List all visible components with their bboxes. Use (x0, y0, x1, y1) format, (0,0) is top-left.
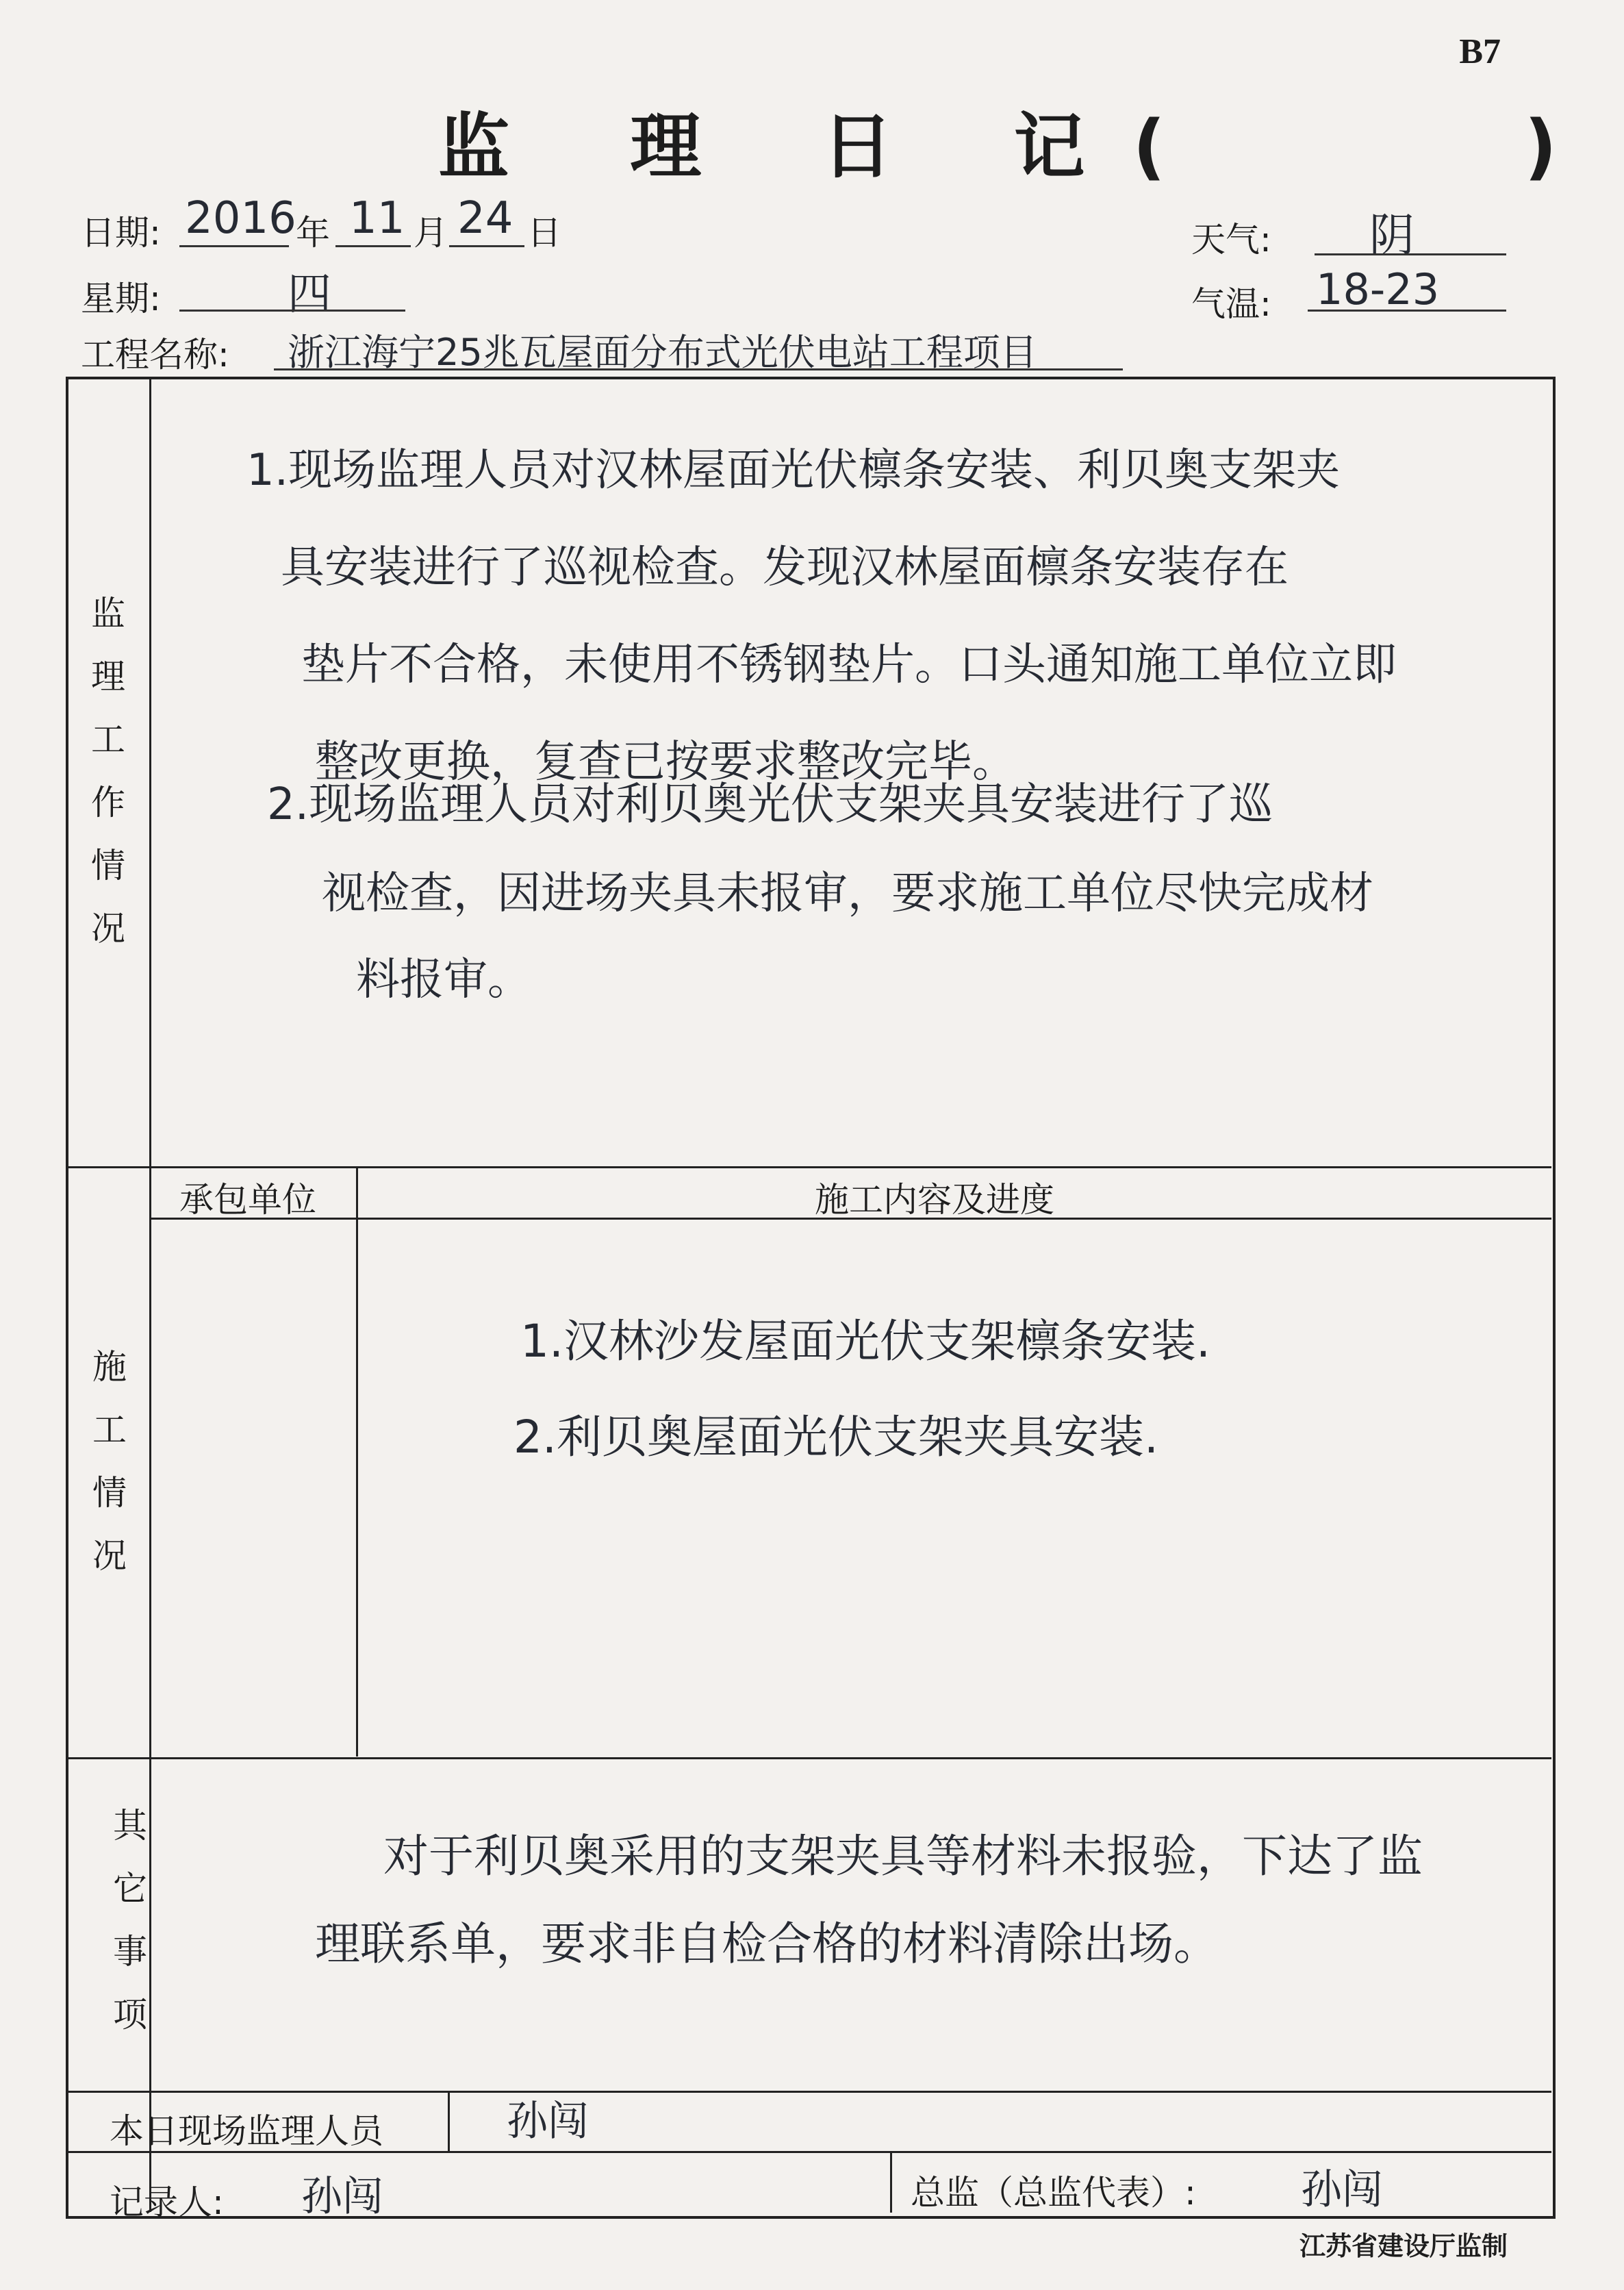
project-label: 工程名称: (81, 335, 229, 375)
weather-label: 天气: (1191, 220, 1271, 260)
month-unit: 月 (414, 213, 448, 253)
weekday-underline (179, 310, 405, 312)
construction-item: 1.汉林沙发屋面光伏支架檩条安装. (520, 1315, 1210, 1368)
temp-underline (1308, 310, 1506, 312)
chief-signature: 孙闯 (1301, 2166, 1383, 2214)
supervision-label: 监理工作情况 (91, 594, 125, 948)
section-divider-2 (67, 1757, 1551, 1759)
temp-label: 气温: (1191, 284, 1271, 324)
supervision-line: 1.现场监理人员对汉林屋面光伏檩条安装、利贝奥支架夹 (246, 445, 1341, 496)
weather-underline (1315, 253, 1506, 255)
page-title: 监 理 日 记( ) (438, 105, 1605, 188)
date-day: 24 (457, 193, 513, 244)
project-value: 浙江海宁25兆瓦屋面分布式光伏电站工程项目 (288, 331, 1037, 374)
date-month: 11 (349, 193, 405, 244)
supervision-line: 整改更换，复查已按要求整改完毕。 (315, 737, 1016, 788)
content-column-header: 施工内容及进度 (815, 1180, 1054, 1220)
date-year: 2016 (185, 193, 296, 244)
weather-value: 阴 (1369, 209, 1414, 262)
supervision-line: 垫片不合格，未使用不锈钢垫片。口头通知施工单位立即 (301, 640, 1397, 690)
other-label: 其它事项 (113, 1806, 147, 2035)
chief-label: 总监（总监代表）: (911, 2173, 1196, 2213)
day-underline (449, 245, 524, 247)
supervision-line: 2.现场监理人员对利贝奥光伏支架夹具安装进行了巡 (267, 779, 1273, 830)
date-label: 日期: (81, 213, 161, 253)
other-line: 对于利贝奥采用的支架夹具等材料未报验，下达了监 (383, 1830, 1423, 1883)
recorder-label: 记录人: (110, 2182, 224, 2222)
inspector-label-divider (448, 2092, 450, 2151)
other-line: 理联系单，要求非自检合格的材料清除出场。 (315, 1917, 1219, 1970)
supervision-line: 料报审。 (356, 955, 531, 1005)
inspector-label: 本日现场监理人员 (110, 2111, 383, 2151)
issuer-note: 江苏省建设厅监制 (1299, 2231, 1508, 2261)
weekday-label: 星期: (81, 279, 161, 318)
section-divider-3 (67, 2091, 1551, 2093)
supervision-line: 具安装进行了巡视检查。发现汉林屋面檩条安装存在 (281, 542, 1289, 593)
recorder-signature: 孙闯 (301, 2173, 383, 2221)
year-underline (179, 245, 289, 247)
form-code: B7 (1459, 32, 1501, 71)
section-divider-1 (67, 1166, 1551, 1168)
contractor-column-divider (356, 1168, 358, 1757)
inspector-signature: 孙闯 (507, 2098, 589, 2146)
construction-label: 施工情况 (92, 1347, 127, 1576)
construction-item: 2.利贝奥屋面光伏支架夹具安装. (513, 1411, 1158, 1463)
temp-value: 18-23 (1316, 264, 1440, 314)
day-unit: 日 (527, 213, 561, 253)
contractor-column-header: 承包单位 (179, 1180, 316, 1220)
supervision-line: 视检查，因进场夹具未报审，要求施工单位尽快完成材 (322, 868, 1373, 919)
project-underline (274, 368, 1123, 370)
chief-label-divider (890, 2152, 892, 2213)
weekday-value: 四 (288, 269, 331, 320)
year-unit: 年 (296, 213, 330, 253)
month-underline (335, 245, 411, 247)
